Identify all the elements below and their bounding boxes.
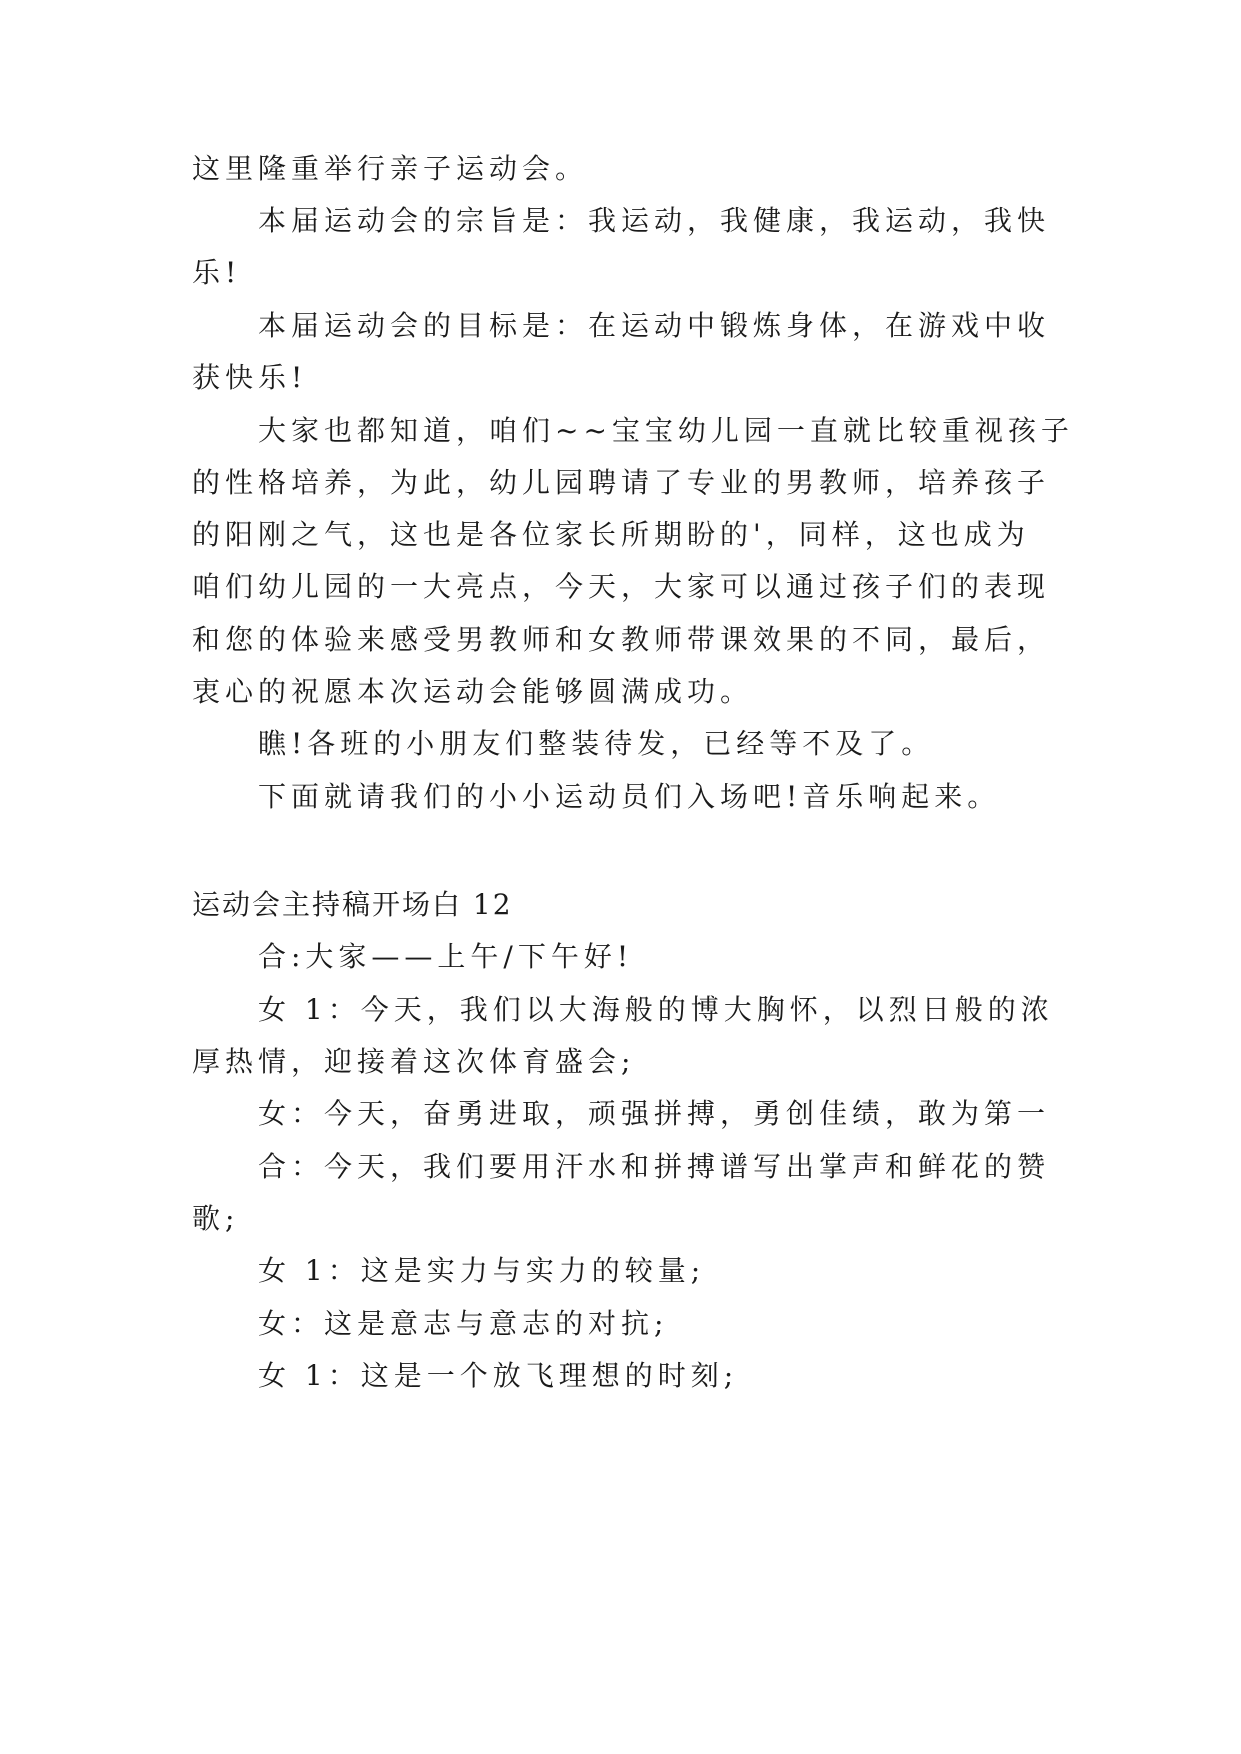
paragraph-line: 合：今天，我们要用汗水和拼搏谱写出掌声和鲜花的赞 <box>258 1150 1051 1183</box>
paragraph-line: 女 1：今天，我们以大海般的博大胸怀，以烈日般的浓 <box>258 993 1054 1026</box>
paragraph-line: 女：这是意志与意志的对抗; <box>258 1307 669 1340</box>
section-heading: 运动会主持稿开场白 12 <box>192 888 513 921</box>
paragraph-line: 本届运动会的目标是：在运动中锻炼身体，在游戏中收 <box>258 309 1051 342</box>
paragraph-line: 女 1：这是实力与实力的较量; <box>258 1254 706 1287</box>
paragraph-line: 本届运动会的宗旨是：我运动，我健康，我运动，我快 <box>258 204 1051 237</box>
text-line: 乐! <box>192 256 242 289</box>
paragraph-line: 女：今天，奋勇进取，顽强拼搏，勇创佳绩，敢为第一 <box>258 1097 1051 1130</box>
text-line: 获快乐! <box>192 361 308 394</box>
text-line: 的阳刚之气，这也是各位家长所期盼的'，同样，这也成为 <box>192 518 1030 551</box>
paragraph-line: 瞧!各班的小朋友们整装待发，已经等不及了。 <box>258 727 935 760</box>
text-line: 这里隆重举行亲子运动会。 <box>192 152 589 185</box>
text-line: 衷心的祝愿本次运动会能够圆满成功。 <box>192 675 754 708</box>
text-line: 咱们幼儿园的一大亮点，今天，大家可以通过孩子们的表现 <box>192 570 1051 603</box>
text-line: 歌; <box>192 1202 240 1235</box>
text-line: 厚热情，迎接着这次体育盛会; <box>192 1045 636 1078</box>
paragraph-line: 合:大家——上午/下午好! <box>258 940 634 973</box>
paragraph-line: 女 1：这是一个放飞理想的时刻; <box>258 1359 739 1392</box>
text-line: 的性格培养，为此，幼儿园聘请了专业的男教师，培养孩子 <box>192 466 1051 499</box>
paragraph-line: 下面就请我们的小小运动员们入场吧!音乐响起来。 <box>258 780 1001 813</box>
paragraph-line: 大家也都知道，咱们~~宝宝幼儿园一直就比较重视孩子 <box>258 414 1074 447</box>
text-line: 和您的体验来感受男教师和女教师带课效果的不同，最后， <box>192 623 1051 656</box>
